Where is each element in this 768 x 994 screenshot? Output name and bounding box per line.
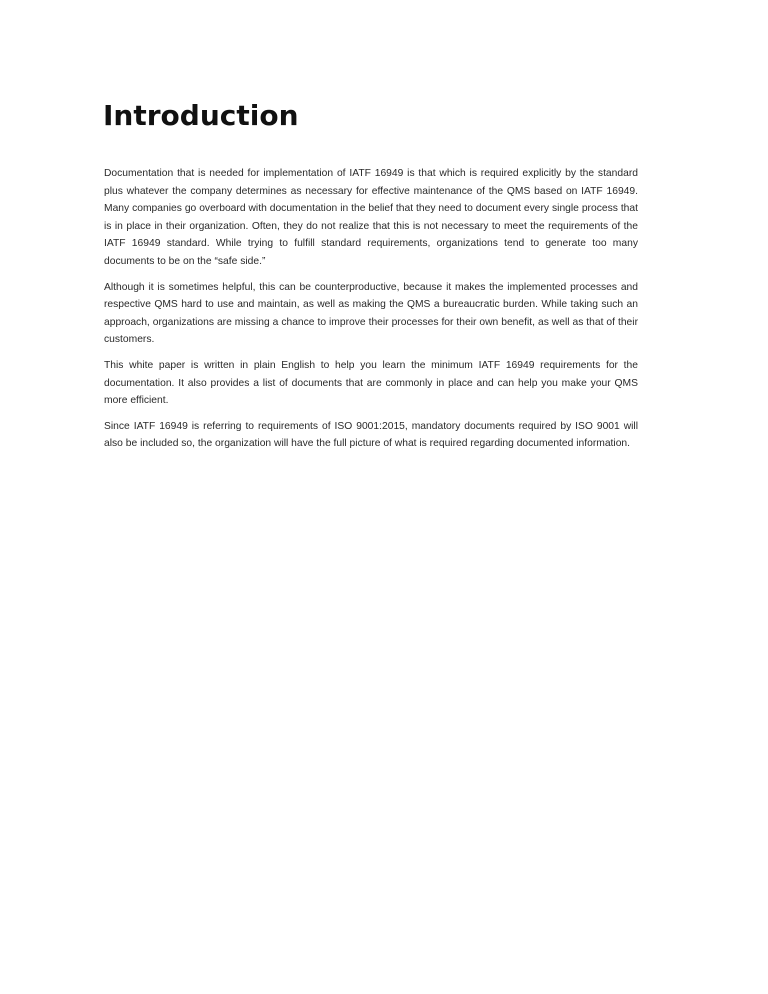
paragraph-white-paper-purpose: This white paper is written in plain English to help you learn the minimum IATF 16949 requirements for the documentation. It also provides a list of documents that are commonly in place and can help you make your QMS more efficient.: [104, 359, 638, 407]
page-title: Introduction: [103, 99, 299, 132]
paragraph-iso-9001-reference: Since IATF 16949 is referring to requirements of ISO 9001:2015, mandatory documents required by ISO 9001 will also be included so, the organization will have the full picture of what is required regarding documented information.: [104, 420, 638, 450]
paragraph-documentation-scope: Documentation that is needed for implementation of IATF 16949 is that which is required explicitly by the standard plus whatever the company determines as necessary for effective maintenance of the QMS based on IATF 16949. Many companies go overboard with documentation in the belief that they need to document every single process that is in place in their organization. Often, they do not realize that this is not necessary to meet the requirements of the IATF 16949 standard. While trying to fulfill standard requirements, organizations tend to generate too many documents to be on the “safe side.”: [104, 168, 638, 267]
document-body: [104, 165, 638, 461]
paragraph-counterproductive: Although it is sometimes helpful, this can be counterproductive, because it makes the implemented processes and respective QMS hard to use and maintain, as well as making the QMS a bureaucratic burden. While taking such an approach, organizations are missing a chance to improve their processes for their own benefit, as well as that of their customers.: [104, 281, 638, 346]
